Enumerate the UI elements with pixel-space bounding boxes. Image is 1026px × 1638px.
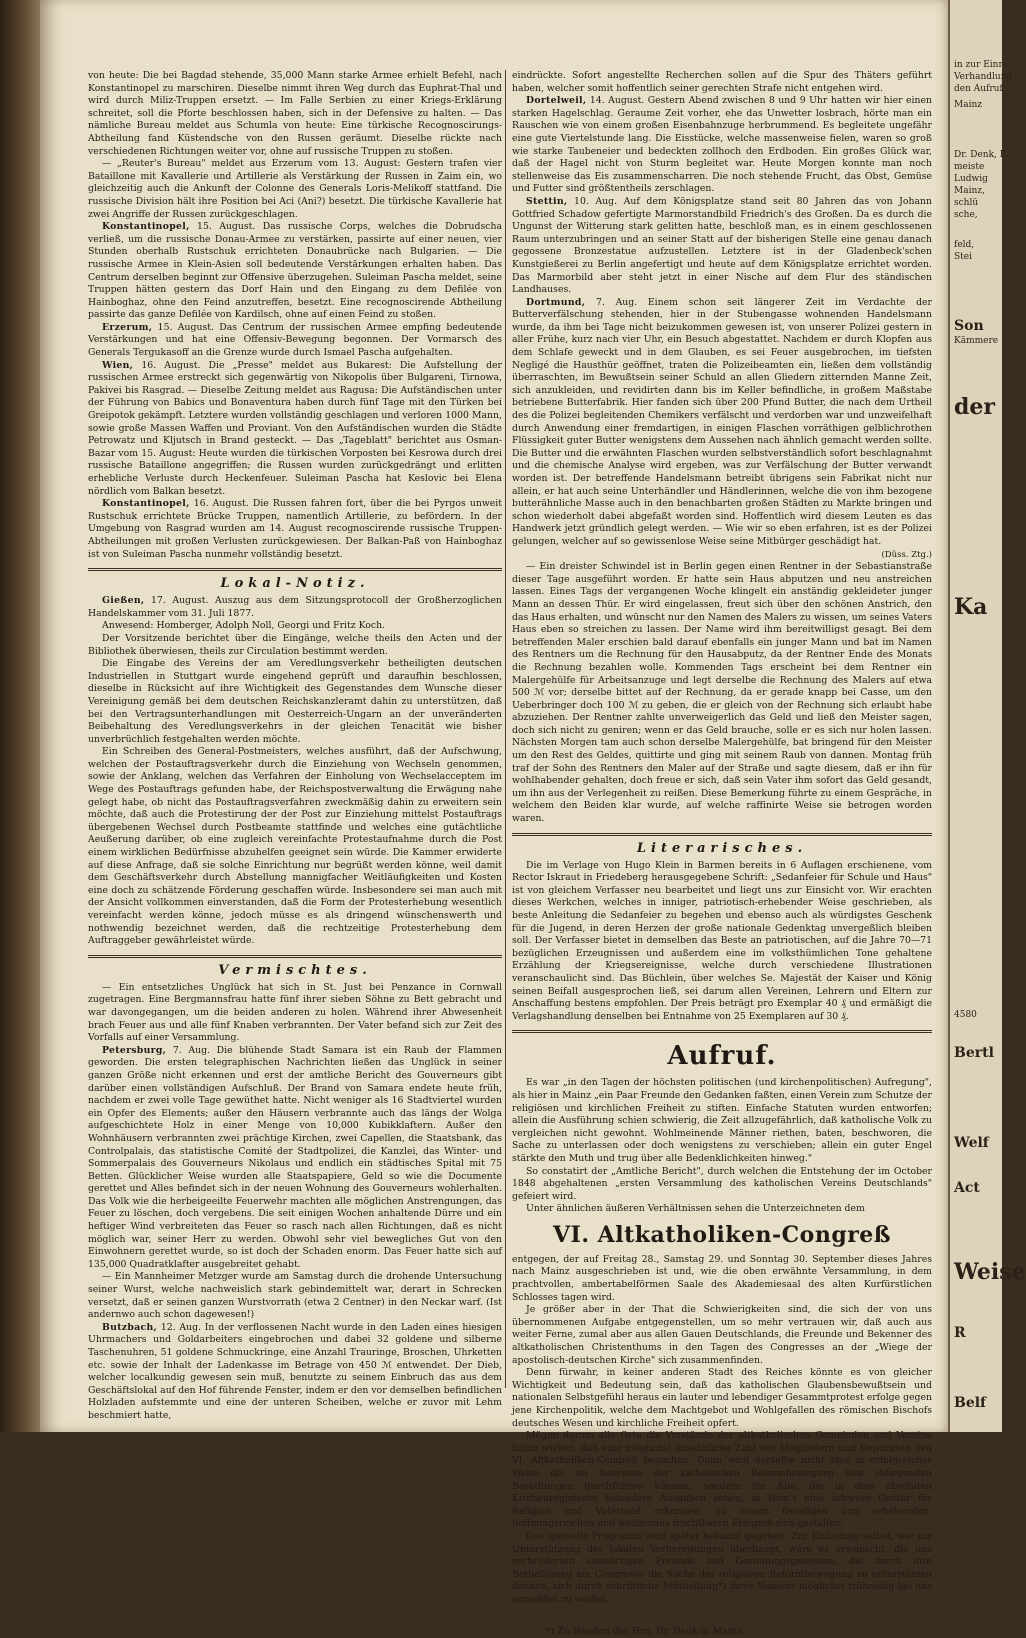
article-paragraph: Es war „in den Tagen der höchsten politischen (und kirchenpolitischen) Aufregung", als hier in Mainz „ein Paar Freunde den Gedanken faßten, einen Verein zum Schutze der religiösen und kirchlichen Freiheit zu stiften. Einfache Statuten wurden entworfen; allein die Ausführung schien schwierig, die Zeit allzugefährlich, daß katholische Volk zu vergleichen nicht gewohnt. Wohlmeinende Männer riethen, baten, beschworen, die Sache zu unterlassen oder doch wenigstens zu verschieben; allein ein guter Engel stärkte den Muth und trug über alle Bedenklichkeiten hinweg." (512, 1077, 932, 1165)
dateline: Petersburg, (102, 1045, 166, 1056)
section-heading-lokal: Lokal-Notiz. (88, 576, 502, 591)
article-paragraph: So constatirt der „Amtliche Bericht", durch welchen die Entstehung der im October 1848 abgehaltenen „ersten Versammlung des katholischen Vereins Deutschlands" gefeiert wird. (512, 1166, 932, 1204)
article-paragraph: — Ein entsetzliches Unglück hat sich in St. Just bei Penzance in Cornwall zugetragen. Eine Bergmannsfrau hatte fünf ihrer sieben Söhne zu Bett gebracht und war davongegangen, um die beiden anderen zu holen. Während ihrer Abwesenheit brach Feuer aus und alle fünf Knaben verbrannten. Der Vater befand sich zur Zeit des Vorfalls auf einer Versammlung. (88, 982, 502, 1045)
dateline: Dortmund, (526, 297, 585, 308)
congress-heading: VI. Altkatholiken-Congreß (512, 1222, 932, 1248)
left-column (88, 70, 502, 1423)
article-dortelweil: Dortelweil, 14. August. Gestern Abend zwischen 8 und 9 Uhr hatten wir hier einen starken Hagelschlag. Geraume Zeit vorher, ehe das Unwetter losbrach, hörte man ein Rauschen wie von einem großen Eisenbahnzuge herbrummend. Es begleitete ungefähr eine gute Viertelstunde lang. Die Eisstücke, welche massenweise fielen, waren so groß wie starke Taubeneier und bedeckten zollhoch den Erdboden. Ein großes Glück war, daß der Hagel nicht von Sturm begleitet war. Heute Morgen konnte man noch stellenweise das Eis zusammenscharren. Die noch stehende Frucht, das Obst, Gemüse und Futter sind größtentheils zerschlagen. (512, 95, 932, 196)
article-paragraph: — Ein Mannheimer Metzger wurde am Samstag durch die drohende Untersuchung seiner Wurst, welche nachweislich stark gebindemittelt war, derart in Schrecken versetzt, daß er seinen ganzen Wurstvorrath (etwa 2 Centner) in den Neckar warf. (Ist andernwo auch schon dagewesen!) (88, 1271, 502, 1321)
adjacent-text: Dr. Denk, R (954, 150, 1007, 161)
dateline: Butzbach, (102, 1322, 157, 1333)
source-citation: (Düss. Ztg.) (512, 549, 932, 562)
section-rule (88, 955, 502, 958)
adjacent-text: 4580 (954, 1010, 977, 1021)
article-paragraph: von heute: Die bei Bagdad stehende, 35,000 Mann starke Armee erhielt Befehl, nach Konstantinopel zu marschiren. Dieselbe nimmt ihren Weg durch das Euphrat-Thal und wird durch Miliz-Truppen ersetzt. — Im Falle Serbien zu einer Kriegs-Erklärung schreitet, soll die Pforte beschlossen haben, sich in der Defensive zu halten. — Das nämliche Bureau meldet aus Schumla von heute: Eine türkische Recognoscirungs-Abtheilung fand Küstendsche von den Russen geräumt. Dieselbe rückte nach verschiedenen Richtungen weiter vor, ohne auf russische Truppen zu stoßen. (88, 70, 502, 158)
adjacent-text: schlü (954, 198, 978, 209)
adjacent-text: Son (954, 318, 984, 334)
section-rule (512, 1030, 932, 1033)
adjacent-text: Ka (954, 595, 987, 619)
adjacent-text: meiste (954, 162, 984, 173)
adjacent-text: Mainz, (954, 186, 985, 197)
article-dortmund: Dortmund, 7. Aug. Einem schon seit längerer Zeit im Verdachte der Butterverfälschung stehenden, hier in der Stubengasse wohnenden Handelsmann wurde, da ihm bei Tage nicht beizukommen gewesen ist, von unserer Polizei gestern in aller Frühe, kurz nach vier Uhr, ein Besuch abgestattet. Nachdem er durch Klopfen aus dem Schlafe geweckt und in dem Glauben, es sei Feuer ausgebrochen, im tiefsten Negligé die Hausthür geöffnet, traten die Polizeibeamten ein, ließen dem vollständig überraschten, im Bewußtsein seiner Schuld an allen Gliedern zitternden Manne Zeit, sich anzukleiden, und revidirten dann bis im Keller befindliche, in großem Maßstabe betriebene Butterfabrik. Hier fanden sich über 200 Pfund Butter, die nach dem Urtheil des die Polizei begleitenden Chemikers verfälscht und verdorben war und unzweifelhaft durch Anwendung einer fremdartigen, in einigen Flaschen vorräthigen gelblichrothen Flüssigkeit guter Butter wenigstens dem Aussehen nach ähnlich gemacht werden sollte. Die Butter und die erwähnten Flaschen wurden selbstverständlich sofort beschlagnahmt und die chemische Analyse wird ergeben, was zur Verfälschung der Butter verwandt worden ist. Der betreffende Handelsmann betreibt übrigens sein Fabrikat nicht nur allein, er hat auch seine Unterhändler und Händlerinnen, welche die von ihm bezogene butterähnliche Masse auch in den benachbarten großen Städten zu Markte bringen und schon wiederholt dabei abgefaßt worden sind. Hoffentlich wird diesem Leuten es das Handwerk jetzt gründlich gelegt werden. — Wie wir so eben erfahren, ist es der Polizei gelungen, welcher auf so gewissenlose Weise seine Mitbürger geschädigt hat. (512, 297, 932, 549)
right-column (512, 70, 932, 1638)
article-paragraph: Unter ähnlichen äußeren Verhältnissen sehen die Unterzeichneten dem (512, 1203, 932, 1216)
footnote: *) Zu Handen des Hrn. Dr. Denk in Mainz. (512, 1626, 932, 1638)
adjacent-text: Act (954, 1180, 980, 1196)
dateline: Stettin, (526, 196, 567, 207)
adjacent-text: Ludwig (954, 174, 988, 185)
article-paragraph: Die Eingabe des Vereins der am Veredlungsverkehr betheiligten deutschen Industriellen in Stuttgart wurde eingehend geprüft und daraufhin beschlossen, dieselbe in Rücksicht auf ihre Wichtigkeit des Gegenstandes dem Wunsche dieser Vereinigung gemäß bei dem deutschen Reichskanzleramt dahin zu unterstützen, daß bei den Vertragsunterhandlungen mit Oesterreich-Ungarn an der unveränderten Beibehaltung des Veredlungsverkehrs in der gleichen Tenacität wie bisher unverbrüchlich festgehalten werden möchte. (88, 658, 502, 746)
adjacent-text: den Aufruf (954, 84, 1003, 95)
section-rule (88, 568, 502, 571)
adjacent-text: Welf (954, 1135, 989, 1151)
article-paragraph: Denn fürwahr, in keiner anderen Stadt des Reiches könnte es von gleicher Wichtigkeit und Bedeutung sein, daß das katholischen Glaubensbewußtsein und nationalen Selbstgefühl heraus ein lauter und lebendiger Gesammtprotest erfolge gegen jene Kirchenpolitik, welche dem Machtgebot und Wohlgefallen des römischen Bischofs deutsches Wesen und kirchliche Freiheit opfert. (512, 1367, 932, 1430)
article-paragraph: eindrückte. Sofort angestellte Recherchen sollen auf die Spur des Thäters geführt haben, welcher somit hoffentlich seiner gerechten Strafe nicht entgehen wird. (512, 70, 932, 95)
article-butzbach: Butzbach, 12. Aug. In der verflossenen Nacht wurde in den Laden eines hiesigen Uhrmachers und Goldarbeiters eingebrochen und dabei 32 goldene und silberne Taschenuhren, 51 goldene Schmuckringe, eine Anzahl Trauringe, Broschen, Uhrketten etc. sowie der Inhalt der Ladenkasse im Betrage von 450 ℳ entwendet. Der Dieb, welcher localkundig gewesen sein muß, benutzte zu seinem Einbruch das aus dem Geschäftslokal auf den Hof führende Fenster, indem er den vor demselben befindlichen Holzladen aufstemmte und eine der unteren Scheiben, welche er zuvor mit Lehm beschmiert hatte, (88, 1322, 502, 1423)
adjacent-text: Mainz (954, 100, 982, 111)
dateline: Konstantinopel, (102, 221, 190, 232)
dateline: Wien, (102, 360, 133, 371)
column-divider (505, 70, 506, 1388)
article-giessen: Gießen, 17. August. Auszug aus dem Sitzungsprotocoll der Großherzoglichen Handelskammer vom 31. Juli 1877. (88, 595, 502, 620)
dateline: Gießen, (102, 595, 144, 606)
article-petersburg: Petersburg, 7. Aug. Die blühende Stadt Samara ist ein Raub der Flammen geworden. Die ersten telegraphischen Nachrichten ließen das Unglück in seiner ganzen Größe nicht erkennen und erst der amtliche Bericht des Gouverneurs gibt darüber einen vollständigen Aufschluß. Der Brand von Samara endete heute früh, nachdem er zwei volle Tage gewüthet hatte. Nicht weniger als 16 Stadtviertel wurden ein Opfer des Elements; außer den Häusern verbrannte auch das längs der Wolga aufgeschichtete Holz in einer Menge von 10,000 Kubikklaftern. Außer den Wohnhäusern verbrannten zwei prächtige Kirchen, zwei Capellen, die Staatsbank, das Controlpalais, das statistische Comité der Stadtpolizei, die Kanzlei, das Winter- und Sommerpalais des Gouverneurs Nikolaus und endlich ein städtisches Spital mit 75 Betten. Glücklicher Weise wurden alle Staatspapiere, Geld so wie die Documente gerettet und Alles befindet sich in der neuen Wohnung des Gouverneurs wohlerhalten. Das Volk wie die herbeigeeilte Feuerwehr machten alle möglichen Anstrengungen, das Feuer zu löschen, doch vergebens. Die seit einigen Wochen anhaltende Dürre und ein heftiger Wind verbreiteten das Feuer so rasch nach allen Richtungen, daß es nicht möglich war, seiner Herr zu werden. Obwohl sehr viel bewegliches Gut von den Einwohnern gerettet wurde, so ist doch der Schaden enorm. Das Feuer hatte sich auf 135,000 Quadratklafter ausgebreitet gehabt. (88, 1045, 502, 1272)
article-paragraph: — „Reuter's Bureau" meldet aus Erzerum vom 13. August: Gestern trafen vier Bataillone mit Kavallerie und Artillerie als Verstärkung der Russen in Zaim ein, wo gleichzeitig auch die Ankunft der Colonne des Generals Loris-Melikoff stattfand. Die russische Division hält ihre Position bei Aci (Ani?) besetzt. Die türkische Kavallerie hat zwei Angriffe der Russen zurückgeschlagen. (88, 158, 502, 221)
adjacent-text: Kämmere (954, 336, 998, 347)
adjacent-text: feld, (954, 240, 974, 251)
aufruf-heading: Aufruf. (512, 1041, 932, 1071)
article-paragraph: Mögen darum alle Orte die Vorstände der altkatholischen Gemeinden und Vereine bahin wirken, daß eine möglichst ansehnliche Zahl von Mitgliedern und Deputirten den VI. Altkatholiken-Congreß besuchen. Dann wird derselbe nicht blos in erfolgreicher Weise die im Interesse der katholischen Reformbewegung ihm obliegenden Berathungen durchführen können, sondern für Alle, die in dem absoluten Kirchenregimente belondere Ausgaben sehen, in Rom's eine schwere Gefahr für Religion und Vaterland erkennen, zu einem freudigen und erhebenden, hoffnungsreichen und weithinaus fruchtbaren Ereigniß sich gestalten. (512, 1430, 932, 1531)
adjacent-text: der (954, 395, 995, 419)
article-paragraph: Ein Schreiben des General-Postmeisters, welches ausführt, daß der Aufschwung, welchen der Postauftragsverkehr durch die Einziehung von Wechseln genommen, sowie der Anklang, welchen das Verfahren der Einholung von Wechselacceptem im Wege des Postauftrags gefunden habe, der Reichspostverwaltung die Erwägung nahe gelegt habe, ob nicht das Postauftragsverfahren zweckmäßig dahin zu erweitern sein möchte, daß auch die Protestirung der der Post zur Einziehung mittelst Postauftrags übergebenen Wechsel durch Postbeamte stattfinde und welches eine gutächtliche Aeußerung darüber, ob eine zugleich vereinfachte Protestaufnahme durch die Post einem wirklichen Bedürfnisse abzuhelfen geeignet sein würde. Die Kammer erwiderte auf diese Anfrage, daß sie solche Einrichtung nur begrüßt werden könne, weil damit dem Geschäftsverkehr durch Abstellung mannigfacher Weitläufigkeiten und Kosten eine doch zu schätzende Förderung geschaffen würde. Insbesondere sei man auch mit der Ansicht vollkommen einverstanden, daß die Form der Protesterhebung wesentlich vereinfacht werden könne, jedoch müsse es als dringend wünschenswerth und nothwendig bezeichnet werden, daß die rechtzeitige Protesterhebung dem Auftraggeber gewährleistet würde. (88, 746, 502, 948)
dateline: Konstantinopel, (102, 498, 190, 509)
book-spine (0, 0, 40, 1432)
adjacent-text: R (954, 1325, 966, 1341)
article-literarisches: Die im Verlage von Hugo Klein in Barmen bereits in 6 Auflagen erschienene, vom Rector Iskraut in Friedeberg herausgegebene Schrift: „Sedanfeier für Schule und Haus" ist von gleichem Verfasser neu bearbeitet und liegt uns zur Einsicht vor. Wir erachten dieses Werkchen, welches in inniger, patriotisch-erhebender Weise geschrieben, als beste Anleitung die Sedanfeier zu begehen und ebenso auch als würdigstes Geschenk für die Jugend, in deren Herzen der große nationale Gedenktag unvergeßlich bleiben soll. Der Verfasser bietet in demselben das Beste an patriotischen, auf die Jahre 70—71 bezüglichen Erzeugnissen und außerdem eine im volksthümlichen Tone gehaltene Erzählung der Kriegsereignisse, welche durch verschiedene Illustrationen veranschaulicht sind. Das Büchlein, über welches Se. Majestät der Kaiser und König seinen Beifall ausgesprochen ließ, sei darum allen Vereinen, Lehrern und Eltern zur Anschaffung bestens empfohlen. Der Preis beträgt pro Exemplar 40 ₰ und ermäßigt die Verlagshandlung denselben bei Entnahme von 25 Exemplaren auf 30 ₰. (512, 860, 932, 1024)
adjacent-text: Weise (954, 1260, 1026, 1284)
adjacent-text: in zur Einre (954, 60, 1008, 71)
article-paragraph: Anwesend: Homberger, Adolph Noll, Georgi und Fritz Koch. (88, 620, 502, 633)
article-paragraph: Der Vorsitzende berichtet über die Eingänge, welche theils den Acten und der Bibliothek überwiesen, theils zur Circulation bestimmt werden. (88, 633, 502, 658)
adjacent-text: sche, (954, 210, 978, 221)
adjacent-page-edge (948, 0, 1002, 1432)
article-stettin: Stettin, 10. Aug. Auf dem Königsplatze stand seit 80 Jahren das von Johann Gottfried Schadow gefertigte Marmorstandbild Friedrich's des Großen. Da es durch die Ungunst der Witterung stark gelitten hatte, beschloß man, es in einem geschlossenen Raum unterzubringen und an seiner Statt auf der bisherigen Stelle eine genau danach gegossene Bronzestatue aufzustellen. Letztere ist in der Gladenbeck'schen Kunstgießerei zu Berlin angefertigt und heute auf dem Königsplatze errichtet worden. Das Marmorbild aber steht jetzt in einer Nische auf dem Flur des ständischen Landhauses. (512, 196, 932, 297)
article-wien: Wien, 16. August. Die „Presse" meldet aus Bukarest: Die Aufstellung der russischen Armee erstreckt sich gegenwärtig von Nikopolis über Bulgareni, Tirnowa, Pakivei bis Rasgrad. — Dieselbe Zeitung meldet aus Ragusa: Die Aufständischen unter der Führung von Babics und Bonaventura haben durch fünf Tage mit den Türken bei Greipotok gekämpft. Letztere wurden vollständig geschlagen und verloren 1000 Mann, sowie große Massen Waffen und Proviant. Von den Aufständischen wurden die Städte Petrowatz und Kljutsch in Brand gesteckt. — Das „Tageblatt" berichtet aus Osman-Bazar vom 15. August: Heute wurden die türkischen Vorposten bei Kesrowa durch drei russische Bataillone angegriffen; die Russen wurden zurückgedrängt und erlitten erhebliche Verluste durch Heckenfeuer. Suleiman Pascha hat Keslovic bei Elena nördlich vom Balkan besetzt. (88, 360, 502, 499)
section-heading-vermischtes: Vermischtes. (88, 963, 502, 978)
adjacent-text: Bertl (954, 1045, 994, 1061)
article-paragraph: Je größer aber in der That die Schwierigkeiten sind, die sich der von uns übernommenen Aufgabe entgegenstellen, um so mehr vertrauen wir, daß auch aus weiter Ferne, zumal aber aus allen Gauen Deutschlands, die Freunde und Bekenner des altkatholischen Christenthums in den Tagen des Congresses an der „Wiege der apostolisch-deutschen Kirche" sich zusammenfinden. (512, 1304, 932, 1367)
article-paragraph: entgegen, der auf Freitag 28., Samstag 29. und Sonntag 30. September dieses Jahres nach Mainz ausgeschrieben ist und, wie die oben erwähnte Versammlung, in dem prachtvollen, ambertabelförmen Saale des Akademiesaal des alten Kurfürstlichen Schlosses tagen wird. (512, 1254, 932, 1304)
dateline: Dortelweil, (526, 95, 586, 106)
section-heading-literarisches: Literarisches. (512, 841, 932, 856)
article-konstantinopel-2: Konstantinopel, 16. August. Die Russen fahren fort, über die bei Pyrgos unweit Rustschuk errichtete Brücke Truppen, namentlich Artillerie, zu befördern. In der Umgebung von Rasgrad wurden am 14. August recognoscirende russische Truppen-Abtheilungen mit großen Verlusten zurückgewiesen. Der Balkan-Paß von Hainboghaz ist von Suleiman Pascha nunmehr vollständig besetzt. (88, 498, 502, 561)
footnote-rule (532, 1617, 602, 1618)
dateline: Erzerum, (102, 322, 152, 333)
article-konstantinopel-1: Konstantinopel, 15. August. Das russische Corps, welches die Dobrudscha verließ, um die russische Donau-Armee zu verstärken, passirte auf einer neuen, vier Stunden oberhalb Rustschuk errichteten Donaubrücke nach Bulgarien. — Die russische Armee in Klein-Asien soll bedeutende Verstärkungen erhalten haben. Das Centrum derselben beginnt zur Offensive überzugehen. Suleiman Pascha meldet, seine Truppen hätten gestern das Dorf Hain und den Eingang zu dem Defilée von Hainboghaz, ohne den Feind anzutreffen, besetzt. Eine recognoscirende Abtheilung passirte das ganze Defilée von Kardilsch, ohne auf einen Feind zu stoßen. (88, 221, 502, 322)
article-paragraph: Das specielle Programm wird später bekannt gegeben. Zur Einladung selbst, wie zur Unterstützung der lokalen Vorbereitungen überhaupt, wäre es erwünscht, die uns verbrüderten auswärtigen Freunde und Gesinnungsgenossen, die durch ihre Betheiligung am Congresse die Sache der religiösen Reformbewegung zu unterstützen denken, sich durch schriftliche Mittheilung*) ihres Namens möglichst frühzeitig bei uns anmelden zu wollen. (512, 1531, 932, 1607)
section-rule (512, 833, 932, 836)
adjacent-text: Stei (954, 252, 972, 263)
article-erzerum: Erzerum, 15. August. Das Centrum der russischen Armee empfing bedeutende Verstärkungen und hat eine Offensiv-Bewegung begonnen. Der Vormarsch des Generals Tergukasoff an die Grenze wurde durch Ismael Pascha aufgehalten. (88, 322, 502, 360)
adjacent-text: Verhandlung (954, 72, 1012, 83)
adjacent-text: Belf (954, 1395, 986, 1411)
article-berlin: — Ein dreister Schwindel ist in Berlin gegen einen Rentner in der Sebastianstraße dieser Tage ausgeführt worden. Er hatte sein Haus abputzen und neu anstreichen lassen. Eines Tags der vergangenen Woche klingelt ein anständig gekleideter junger Mann an dessen Thür. Er wird eingelassen, freut sich über den schönen Anstrich, den das Haus erhalten, und wünscht nur den Namen des Malers zu wissen, um seines Vaters Haus eben so streichen zu lassen. Der Name wird ihm bereitwilligst gesagt. Bei dem betreffenden Maler erschien bald darauf ebenfalls ein junger Mann und bat im Namen des Rentners um die Rechnung für den Hausabputz, da der Rentner Ende des Monats die Rechnung bezahlen wolle. Kommenden Tags erscheint bei dem Rentner ein Malergehülfe für Arbeitsanzuge und legt derselbe die Rechnung des Malers auf etwa 500 ℳ vor; derselbe bittet auf der Rechnung, da er gerade knapp bei Casse, um den Ueberbringer doch 100 ℳ zu geben, die er gleich von der Rechnung sich erlaubt habe abzuziehen. Der Rentner zahlte unverweigerlich das Geld und ließ den Meister sagen, doch sich nicht zu geniren; wenn er das Geld brauche, solle er es sich nur holen lassen. Nächsten Morgen tam auch schon derselbe Malergehülfe, bat bringend für den Meister um den Rest des Geldes, quittirte und ging mit seinem Raub von dannen. Montag früh traf der Sohn des Rentners den Maler auf der Straße und sagte diesem, daß er ihn für wohlhabender gehalten, doch freue er sich, daß sein Vater ihm sofort das Geld gesandt, um ihn aus der Verlegenheit zu reißen. Diese Bemerkung führte zu einem Gespräche, in welchem den Beiden klar wurde, auf welche raffinirte Weise sie betrogen worden waren. (512, 561, 932, 825)
